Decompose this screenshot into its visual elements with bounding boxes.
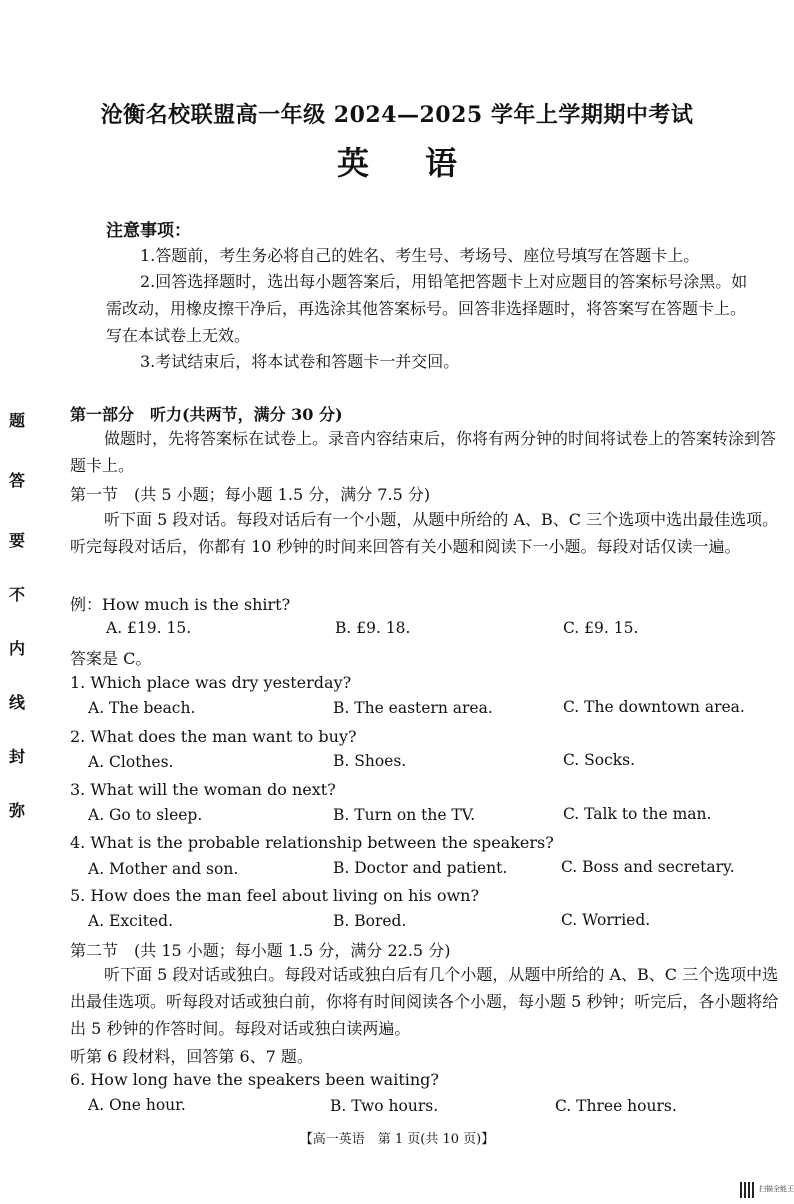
q6-option-c: C. Three hours. xyxy=(555,1097,677,1115)
section2-heading: 第二节 (共 15 小题；每小题 1.5 分，满分 22.5 分) xyxy=(70,941,451,960)
q4-option-c: C. Boss and secretary. xyxy=(561,858,735,876)
q4-option-a: A. Mother and son. xyxy=(88,860,239,878)
side-char-8: 弥 xyxy=(8,801,25,820)
question-6: 6. How long have the speakers been waiting? xyxy=(70,1070,439,1089)
example-option-b: B. £9. 18. xyxy=(335,619,411,637)
example-question: 例：How much is the shirt? xyxy=(70,595,291,614)
notice-item-2: 2.回答选择题时，选出每小题答案后，用铅笔把答题卡上对应题目的答案标号涂黑。如需改动，用橡皮擦干净后，再选涂其他答案标号。回答非选择题时，将答案写在答题卡上。写在本试卷上无效。 xyxy=(106,272,748,345)
q3-option-c: C. Talk to the man. xyxy=(563,805,712,823)
question-2: 2. What does the man want to buy? xyxy=(70,727,357,746)
section2-intro: 听下面 5 段对话或独白。每段对话或独白后有几个小题，从题中所给的 A、B、C 三个选项中选出最佳选项。听每段对话或独白前，你将有时间阅读各个小题，每小题 5 秒钟；听完后，各小题将给出 5 秒钟的作答时间。每段对话或独白读两遍。 xyxy=(70,965,779,1038)
q6-option-a: A. One hour. xyxy=(88,1096,186,1114)
q2-option-c: C. Socks. xyxy=(563,751,636,769)
q6-option-b: B. Two hours. xyxy=(330,1097,439,1115)
side-char-1: 题 xyxy=(8,411,25,430)
q4-option-b: B. Doctor and patient. xyxy=(333,859,508,877)
side-char-6: 线 xyxy=(8,693,25,712)
notice-item-3: 3.考试结束后，将本试卷和答题卡一并交回。 xyxy=(140,352,460,371)
question-3: 3. What will the woman do next? xyxy=(70,780,336,799)
section1-intro: 听下面 5 段对话。每段对话后有一个小题，从题中所给的 A、B、C 三个选项中选出最佳选项。听完每段对话后，你都有 10 秒钟的时间来回答有关小题和阅读下一小题。每段对话仅读一遍。 xyxy=(70,510,779,556)
question-4: 4. What is the probable relationship between the speakers? xyxy=(70,833,554,852)
q5-option-a: A. Excited. xyxy=(88,912,173,930)
q5-option-c: C. Worried. xyxy=(561,911,651,929)
question-1: 1. Which place was dry yesterday? xyxy=(70,673,352,692)
side-char-5: 内 xyxy=(8,639,25,658)
side-char-2: 答 xyxy=(8,471,25,490)
q1-option-b: B. The eastern area. xyxy=(333,699,493,717)
example-option-c: C. £9. 15. xyxy=(563,619,639,637)
notice-heading: 注意事项： xyxy=(106,221,191,241)
notice-item-1: 1.答题前，考生务必将自己的姓名、考生号、考场号、座位号填写在答题卡上。 xyxy=(140,246,700,265)
side-char-4: 不 xyxy=(8,585,25,604)
q3-option-a: A. Go to sleep. xyxy=(88,806,203,824)
exam-subject: 英语 xyxy=(336,144,513,182)
qr-code-icon xyxy=(740,1182,756,1198)
q2-option-a: A. Clothes. xyxy=(88,753,174,771)
page-footer: 【高一英语 第 1 页(共 10 页)】 xyxy=(299,1132,495,1147)
scanner-mark: 扫描全能王 xyxy=(759,1185,794,1193)
q2-option-b: B. Shoes. xyxy=(333,752,407,770)
q1-option-a: A. The beach. xyxy=(88,699,196,717)
section1-heading: 第一节 (共 5 小题；每小题 1.5 分，满分 7.5 分) xyxy=(70,485,431,504)
side-char-7: 封 xyxy=(8,747,25,766)
q3-option-b: B. Turn on the TV. xyxy=(333,806,476,824)
example-answer: 答案是 C。 xyxy=(70,649,152,668)
material-6: 听第 6 段材料，回答第 6、7 题。 xyxy=(70,1047,313,1066)
side-char-3: 要 xyxy=(8,531,25,550)
question-5: 5. How does the man feel about living on his own? xyxy=(70,886,480,905)
part1-heading: 第一部分 听力(共两节，满分 30 分) xyxy=(70,405,343,424)
q1-option-c: C. The downtown area. xyxy=(563,698,745,716)
exam-title: 沧衡名校联盟高一年级 2024—2025 学年上学期期中考试 xyxy=(100,102,694,128)
example-option-a: A. £19. 15. xyxy=(106,619,192,637)
part1-intro: 做题时，先将答案标在试卷上。录音内容结束后，你将有两分钟的时间将试卷上的答案转涂到答题卡上。 xyxy=(70,429,777,475)
q5-option-b: B. Bored. xyxy=(333,912,407,930)
